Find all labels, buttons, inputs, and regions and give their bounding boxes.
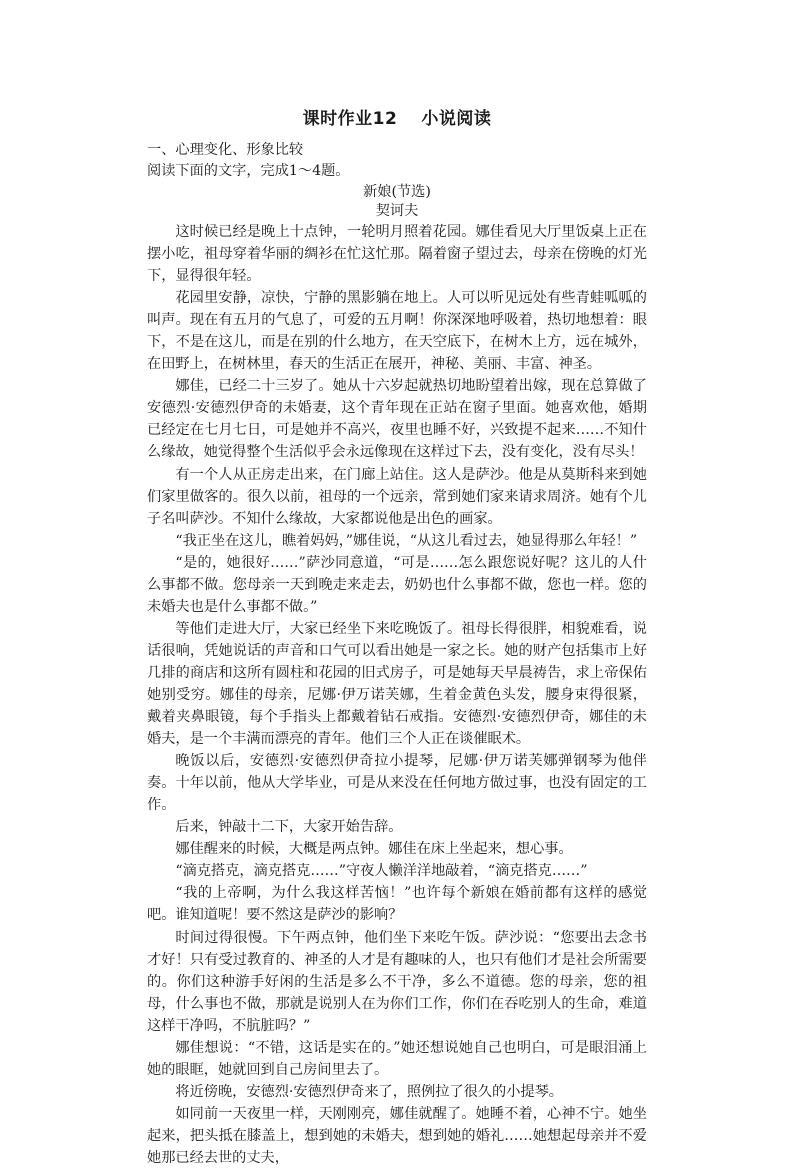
section-heading: 一、心理变化、形象比较: [147, 142, 304, 158]
paragraph: 花园里安静，凉快，宁静的黑影躺在地上。人可以听见远处有些青蛙呱呱的叫声。现在有五月的气息了，可爱的五月啊！你深深地呼吸着，热切地想着：眼下，不是在这儿，而是在别的什么地方，在天空底下，在树木上方，远在城外，在田野上，在树林里，春天的生活正在展开，神秘、美丽、丰富、神圣。: [147, 290, 647, 373]
paragraph: “滴克搭克，滴克搭克……”守夜人懒洋洋地敲着，“滴克搭克……”: [175, 863, 588, 880]
paragraph: 娜佳，已经二十三岁了。她从十六岁起就热切地盼望着出嫁，现在总算做了安德烈·安德烈伊奇的未婚妻，这个青年现在正站在窗子里面。她喜欢他，婚期已经定在七月七日，可是她并不高兴，夜里也睡不好，兴致提不起来……不知什么缘故，她觉得整个生活似乎会永远像现在这样过下去，没有变化，没有尽头！: [147, 378, 647, 461]
paragraph: “我的上帝啊，为什么我这样苦恼！”也许每个新娘在婚前都有这样的感觉吧。谁知道呢！要不然这是萨沙的影响？: [147, 885, 647, 924]
paragraph: “是的，她很好……”萨沙同意道，“可是……怎么跟您说好呢？这儿的人什么事都不做。您母亲一天到晚走来走去，奶奶也什么事都不做，您也一样。您的未婚夫也是什么事都不做。”: [147, 554, 647, 615]
page-title: [0, 104, 794, 129]
paragraph: 如同前一天夜里一样，天刚刚亮，娜佳就醒了。她睡不着，心神不宁。她坐起来，把头抵在膝盖上，想到她的未婚夫，想到她的婚礼……她想起母亲并不爱她那已经去世的丈夫，: [147, 1105, 647, 1166]
paragraph: 后来，钟敲十二下，大家开始告辞。: [175, 819, 403, 836]
title-lesson: 课时作业12: [302, 109, 398, 129]
paragraph: 等他们走进大厅，大家已经坐下来吃晚饭了。祖母长得很胖，相貌难看，说话很响，凭她说话的声音和口气可以看出她是一家之长。她的财产包括集市上好几排的商店和这所有圆柱和花园的旧式房子，可是她每天早晨祷告，求上帝保佑她别受穷。娜佳的母亲，尼娜·伊万诺芙娜，生着金黄色头发，腰身束得很紧，戴着夹鼻眼镜，每个手指头上都戴着钻石戒指。安德烈·安德烈伊奇，娜佳的未婚夫，是一个丰满而漂亮的青年。他们三个人正在谈催眠术。: [147, 620, 647, 748]
paragraph: 娜佳醒来的时候，大概是两点钟。娜佳在床上坐起来，想心事。: [175, 841, 573, 858]
paragraph: 这时候已经是晚上十点钟，一轮明月照着花园。娜佳看见大厅里饭桌上正在摆小吃，祖母穿着华丽的绸衫在忙这忙那。隔着窗子望过去，母亲在傍晚的灯光下，显得很年轻。: [147, 224, 647, 285]
title-topic: 小说阅读: [421, 109, 492, 129]
instruction-text: 阅读下面的文字，完成1～4题。: [147, 163, 350, 179]
story-author: 契诃夫: [375, 203, 419, 219]
story-body: [147, 221, 647, 1169]
paragraph: “我正坐在这儿，瞧着妈妈，”娜佳说，“从这儿看过去，她显得那么年轻！”: [175, 532, 638, 549]
paragraph: 有一个人从正房走出来，在门廊上站住。这人是萨沙。他是从莫斯科来到她们家里做客的。很久以前，祖母的一个远亲，常到她们家来请求周济。她有个儿子名叫萨沙。不知什么缘故，大家都说他是出色的画家。: [147, 466, 647, 527]
paragraph: 晚饭以后，安德烈·安德烈伊奇拉小提琴，尼娜·伊万诺芙娜弹钢琴为他伴奏。十年以前，他从大学毕业，可是从来没在任何地方做过事，也没有固定的工作。: [147, 753, 647, 814]
story-title: 新娘(节选): [363, 184, 431, 200]
paragraph: 时间过得很慢。下午两点钟，他们坐下来吃午饭。萨沙说：“您要出去念书才好！只有受过教育的、神圣的人才是有趣味的人，也只有他们才是社会所需要的。你们这种游手好闲的生活是多么不干净，多么不道德。您的母亲，您的祖母，什么事也不做，那就是说别人在为你们工作，你们在吞吃别人的生命，难道这样干净吗，不肮脏吗？”: [147, 929, 647, 1034]
paragraph: 娜佳想说：“不错，这话是实在的。”她还想说她自己也明白，可是眼泪涌上她的眼眶，她就回到自己房间里去了。: [147, 1039, 647, 1078]
paragraph: 将近傍晚，安德烈·安德烈伊奇来了，照例拉了很久的小提琴。: [175, 1083, 563, 1100]
